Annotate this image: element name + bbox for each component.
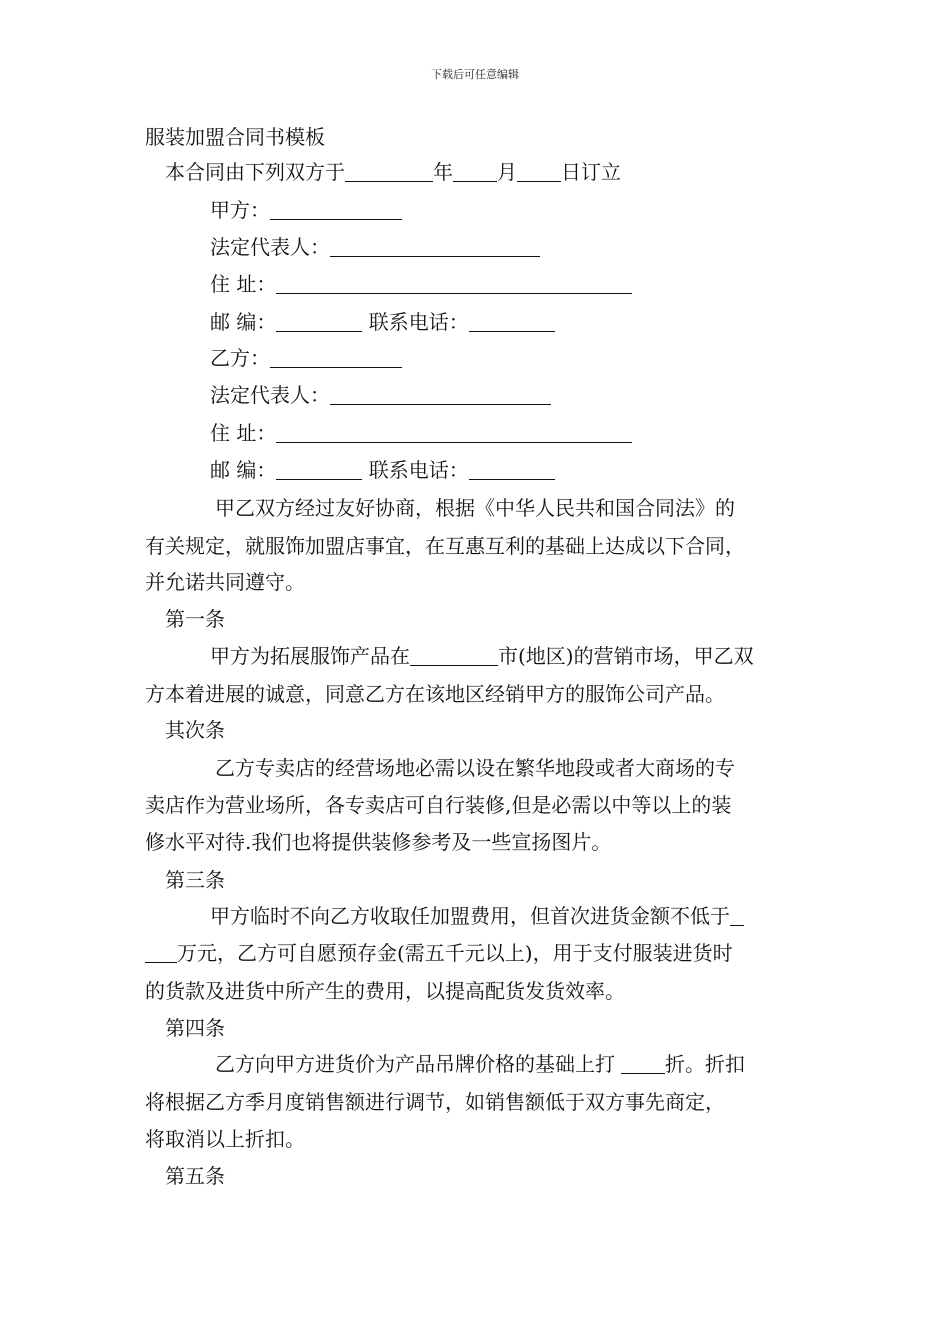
article-1-title: 第一条 [165,607,225,631]
article-2-line: 乙方专卖店的经营场地必需以设在繁华地段或者大商场的专 [215,756,735,780]
party-a-postcode-blank [276,311,362,332]
preamble-line: 并允诺共同遵守。 [145,570,305,594]
party-b-address-label: 住 址： [210,421,277,445]
amount-blank-start [730,905,744,926]
discount-blank [621,1053,665,1074]
article-3-line [145,940,733,966]
party-a-label: 甲方： [210,198,270,222]
intro-line [165,159,621,185]
party-a-rep-line [210,234,540,260]
intro-year: 年 [433,160,453,184]
article-3-text: 万元，乙方可自愿预存金(需五千元以上)，用于支付服装进货时 [177,941,733,965]
article-3-line [210,903,744,929]
party-b-rep-line [210,382,551,408]
party-b-line [210,345,402,371]
party-a-address-line [210,271,632,297]
preamble-line: 有关规定，就服饰加盟店事宜，在互惠互利的基础上达成以下合同， [145,534,745,558]
page-header: 下载后可任意编辑 [431,68,519,81]
party-b-rep-blank [330,384,551,405]
party-b-address-line [210,420,632,446]
amount-blank-end [145,942,177,963]
preamble-line: 甲乙双方经过友好协商，根据《中华人民共和国合同法》的 [215,496,735,520]
article-4-text: 乙方向甲方进货价为产品吊牌价格的基础上打 [215,1052,615,1076]
article-1-text: 甲方为拓展服饰产品在 [210,644,410,668]
article-4-line: 将取消以上折扣。 [145,1127,305,1151]
article-4-line [215,1051,745,1077]
party-b-address-blank [276,422,632,443]
party-a-phone-blank [469,311,555,332]
party-b-postcode-blank [276,459,362,480]
party-b-blank [270,347,402,368]
month-blank [453,161,497,182]
article-3-text: 甲方临时不向乙方收取任加盟费用，但首次进货金额不低于 [210,904,730,928]
year-blank [345,161,433,182]
article-1-text: 市(地区)的营销市场，甲乙双 [498,644,754,668]
article-5-title: 第五条 [165,1164,225,1188]
article-2-line: 修水平对待.我们也将提供装修参考及一些宣扬图片。 [145,830,612,854]
day-blank [517,161,561,182]
party-a-address-blank [276,273,632,294]
party-a-rep-label: 法定代表人： [210,235,330,259]
article-4-title: 第四条 [165,1016,225,1040]
document-title: 服装加盟合同书模板 [145,125,325,149]
intro-prefix: 本合同由下列双方于 [165,160,345,184]
party-a-address-label: 住 址： [210,272,277,296]
party-a-phone-label: 联系电话： [368,310,469,334]
intro-day: 日订立 [561,160,621,184]
party-b-postcode-label: 邮 编： [210,458,277,482]
party-a-postcode-label: 邮 编： [210,310,277,334]
intro-month: 月 [497,160,517,184]
party-b-contact-line [210,457,555,483]
article-1-line [210,643,754,669]
party-b-phone-blank [469,459,555,480]
article-4-text: 折。折扣 [665,1052,745,1076]
article-4-line: 将根据乙方季月度销售额进行调节，如销售额低于双方事先商定， [145,1090,725,1114]
party-b-rep-label: 法定代表人： [210,383,330,407]
party-b-label: 乙方： [210,346,270,370]
article-1-line: 方本着进展的诚意，同意乙方在该地区经销甲方的服饰公司产品。 [145,682,725,706]
article-2-line: 卖店作为营业场所，各专卖店可自行装修,但是必需以中等以上的装 [145,793,732,817]
party-a-line [210,197,402,223]
party-a-blank [270,199,402,220]
article-2-title: 其次条 [165,718,225,742]
article-3-line: 的货款及进货中所产生的费用，以提高配货发货效率。 [145,979,625,1003]
article-3-title: 第三条 [165,868,225,892]
party-a-rep-blank [330,236,540,257]
party-b-phone-label: 联系电话： [368,458,469,482]
party-a-contact-line [210,309,555,335]
city-blank [410,645,498,666]
